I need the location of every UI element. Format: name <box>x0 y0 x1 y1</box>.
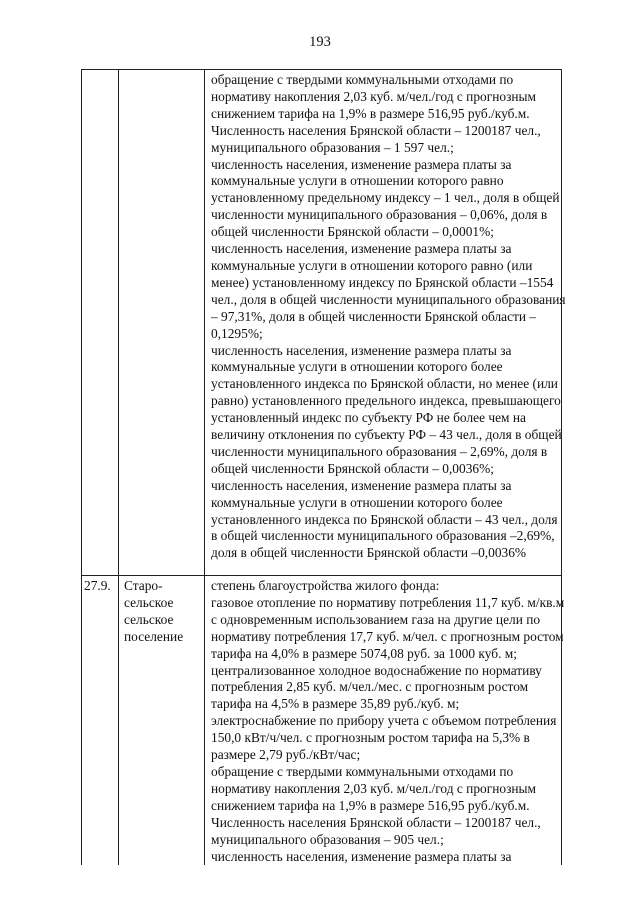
municipality-name-cell <box>119 576 205 866</box>
text-line: нормативу накопления 2,03 куб. м/чел./год с прогнозным <box>211 88 537 104</box>
text-line: размере 2,79 руб./кВт/час; <box>211 747 361 763</box>
text-line: потребления 2,85 куб. м/чел./мес. с прогнозным ростом <box>211 679 529 695</box>
text-line: установленному предельному индексу – 1 чел., доля в общей <box>211 190 560 206</box>
text-line: Численность населения Брянской области – 1200187 чел., <box>211 814 541 830</box>
row-number-cell: 27.9. <box>82 576 119 866</box>
text-line: снижением тарифа на 1,9% в размере 516,95 руб./куб.м. <box>211 105 530 121</box>
text-line: степень благоустройства жилого фонда: <box>211 578 440 593</box>
text-line: установленный индекс по субъекту РФ не более чем на <box>211 410 526 426</box>
text-line: 150,0 кВт/ч/чел. с прогнозным ростом тарифа на 5,3% в <box>211 730 530 746</box>
text-line: с одновременным использованием газа на другие цели по <box>211 611 541 627</box>
text-line: доля в общей численности Брянской области –0,0036% <box>211 545 527 561</box>
text-line: численности муниципального образования – 0,06%, доля в <box>211 207 548 223</box>
document-table <box>81 69 566 865</box>
text-line: коммунальные услуги в отношении которого равно (или <box>211 257 533 273</box>
text-line: равно) установленного предельного индекса, превышающего <box>211 393 561 409</box>
text-line: снижением тарифа на 1,9% в размере 516,95 руб./куб.м. <box>211 797 530 813</box>
text-line: нормативу накопления 2,03 куб. м/чел./год с прогнозным <box>211 780 537 796</box>
text-line: коммунальные услуги в отношении которого равно <box>211 173 504 189</box>
text-line: 0,1295%; <box>211 325 263 341</box>
table-row <box>82 576 562 866</box>
text-line: коммунальные услуги в отношении которого более <box>211 494 503 510</box>
text-line: установленного индекса по Брянской области, но менее (или <box>211 376 558 392</box>
text-line: нормативу потребления 17,7 куб. м/чел. с прогнозным ростом <box>211 628 564 644</box>
text-line: численность населения, изменение размера платы за <box>211 848 512 864</box>
text-line: – 97,31%, доля в общей численности Брянской области – <box>211 308 537 324</box>
text-line: электроснабжение по прибору учета с объемом потребления <box>211 713 557 729</box>
page-number: 193 <box>309 34 331 50</box>
row-number-cell <box>82 70 119 576</box>
text-line: тарифа на 4,5% в размере 35,89 руб./куб. м; <box>211 696 460 712</box>
table-row <box>82 70 562 576</box>
text-line: коммунальные услуги в отношении которого более <box>211 359 503 375</box>
text-line: величину отклонения по субъекту РФ – 43 чел., доля в общей <box>211 427 562 443</box>
text-line: менее) установленному индексу по Брянской области –1554 <box>211 274 554 290</box>
text-line: Численность населения Брянской области – 1200187 чел., <box>211 122 541 138</box>
text-line: численность населения, изменение размера платы за <box>211 156 512 172</box>
description-cell <box>205 576 565 866</box>
text-line: газовое отопление по нормативу потребления 11,7 куб. м/кв.м <box>211 594 565 610</box>
text-line: обращение с твердыми коммунальными отходами по <box>211 72 514 87</box>
text-line: муниципального образования – 905 чел.; <box>211 831 444 847</box>
name-line: сельское <box>124 611 174 627</box>
text-line: общей численности Брянской области – 0,0001%; <box>211 224 494 240</box>
description-cell <box>205 70 566 576</box>
text-line: численность населения, изменение размера платы за <box>211 477 512 493</box>
text-line: муниципального образования – 1 597 чел.; <box>211 139 454 155</box>
name-line: Старо- <box>124 578 163 593</box>
text-line: численность населения, изменение размера платы за <box>211 342 512 358</box>
municipality-name-cell <box>119 70 205 576</box>
name-line: сельское <box>124 594 174 610</box>
text-line: численность населения, изменение размера платы за <box>211 241 512 257</box>
text-line: в общей численности муниципального образования –2,69%, <box>211 528 555 544</box>
text-line: установленного индекса по Брянской области – 43 чел., доля <box>211 511 558 527</box>
text-line: чел., доля в общей численности муниципального образования <box>211 291 566 307</box>
text-line: тарифа на 4,0% в размере 5074,08 руб. за 1000 куб. м; <box>211 645 517 661</box>
text-line: централизованное холодное водоснабжение по нормативу <box>211 662 542 678</box>
name-line: поселение <box>124 628 184 644</box>
text-line: обращение с твердыми коммунальными отходами по <box>211 763 514 779</box>
text-line: общей численности Брянской области – 0,0036%; <box>211 460 494 476</box>
text-line: численности муниципального образования – 2,69%, доля в <box>211 443 548 459</box>
